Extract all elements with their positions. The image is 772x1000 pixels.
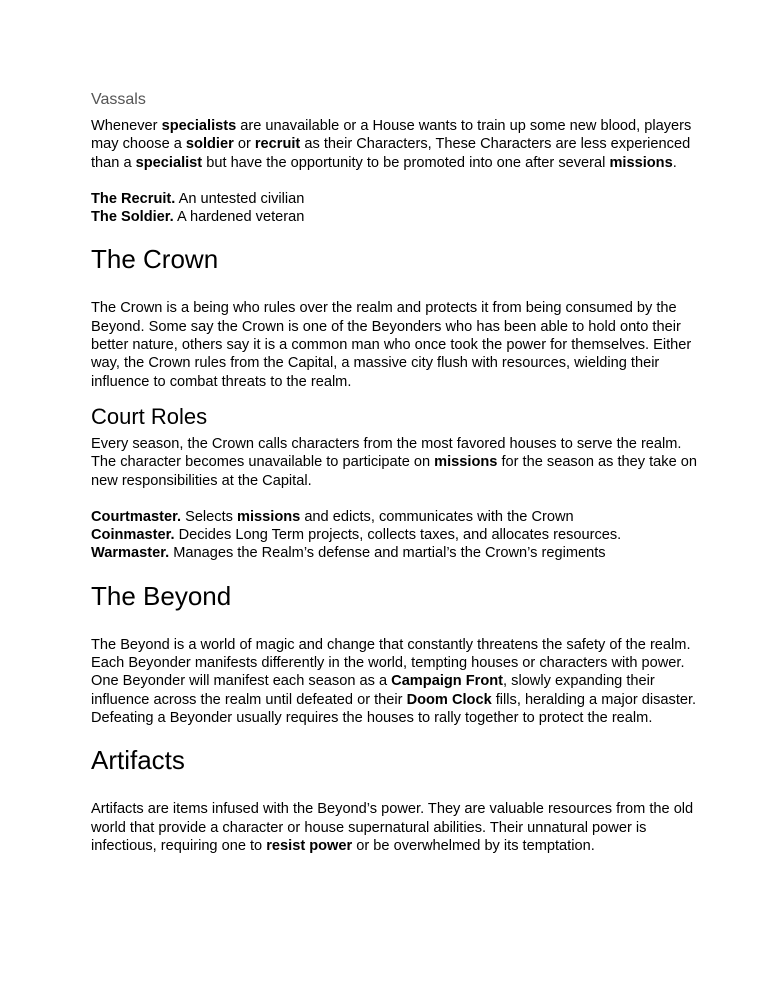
bold-term: missions [609, 154, 673, 171]
text-run: The Crown is a being who rules over the realm and protects it from being consumed by the Beyond. Some say the Crown is one of the Beyonders who has been able to hold onto their better nature, others say it is a common man who once took the power for themselves. Either way, the Crown rules from the Capital, a massive city flush with resources, wielding their influence to combat threats to the realm. [91, 300, 692, 390]
artifacts-paragraph [91, 800, 701, 855]
bold-term: missions [237, 508, 301, 525]
soldier-term: The Soldier. [91, 209, 174, 226]
bold-term: Doom Clock [406, 691, 492, 708]
text-run: Whenever [91, 118, 162, 134]
bold-term: Courtmaster. [91, 508, 182, 525]
soldier-entry [91, 208, 701, 226]
beyond-heading: The Beyond [91, 580, 232, 611]
bold-term: resist power [266, 837, 353, 854]
recruit-desc: An untested civilian [175, 190, 305, 207]
bold-term: missions [434, 454, 498, 471]
text-run: The Beyond is a world of magic and change that constantly threatens the safety of the realm. Each Beyonder manifests differently in the world, tempting houses or characters with power. One Beyonder will manifest each season as a [91, 636, 691, 690]
text-run: Artifacts are items infused with the Beyond’s power. They are valuable resources from the old world that provide a character or house supernatural abilities. Their unnatural power is infectious, requiring one to [91, 801, 694, 854]
court-roles-paragraph [91, 435, 701, 490]
bold-term: specialists [161, 118, 237, 134]
text-run: and edicts, communicates with the Crown [300, 508, 574, 525]
text-run: or be overwhelmed by its temptation. [352, 837, 595, 854]
text-run: as their Characters, These Characters are less experienced than a [91, 136, 691, 171]
document-page [91, 90, 701, 855]
court-roles-heading: Court Roles [91, 403, 208, 429]
text-run: Selects [181, 508, 237, 525]
text-run: . [672, 154, 677, 171]
text-run: Every season, the Crown calls characters from the most favored houses to serve the realm. The character becomes unavailable to participate on [91, 435, 682, 471]
text-run: for the season as they take on new responsibilities at the Capital. [91, 454, 697, 489]
bold-term: Coinmaster. [91, 527, 175, 544]
crown-paragraph [91, 299, 701, 390]
text-run: Manages the Realm’s defense and martial’s the Crown’s regiments [169, 545, 606, 562]
text-run: Decides Long Term projects, collects taxes, and allocates resources. [174, 527, 622, 544]
text-run: , slowly expanding their influence across the realm until defeated or their [91, 673, 655, 708]
soldier-desc: A hardened veteran [173, 209, 305, 226]
artifacts-heading: Artifacts [91, 745, 185, 776]
text-run: are unavailable or a House wants to train up some new blood, players may choose a [91, 118, 692, 153]
bold-term: recruit [254, 136, 301, 153]
bold-term: soldier [185, 136, 234, 153]
recruit-term: The Recruit. [91, 190, 176, 207]
bold-term: Campaign Front [391, 673, 504, 690]
courtmaster-entry [91, 508, 701, 526]
vassals-heading: Vassals [91, 91, 146, 108]
bold-term: specialist [135, 154, 203, 171]
coinmaster-entry [91, 526, 701, 544]
warmaster-entry [91, 544, 701, 562]
beyond-paragraph [91, 636, 701, 727]
text-run: fills, heralding a major disaster. Defeating a Beyonder usually requires the houses to rally together to protect the realm. [91, 691, 697, 726]
text-run: but have the opportunity to be promoted into one after several [202, 154, 610, 171]
vassals-paragraph [91, 117, 701, 172]
text-run: or [233, 136, 255, 153]
recruit-entry [91, 190, 701, 208]
crown-heading: The Crown [91, 244, 219, 275]
bold-term: Warmaster. [91, 545, 170, 562]
